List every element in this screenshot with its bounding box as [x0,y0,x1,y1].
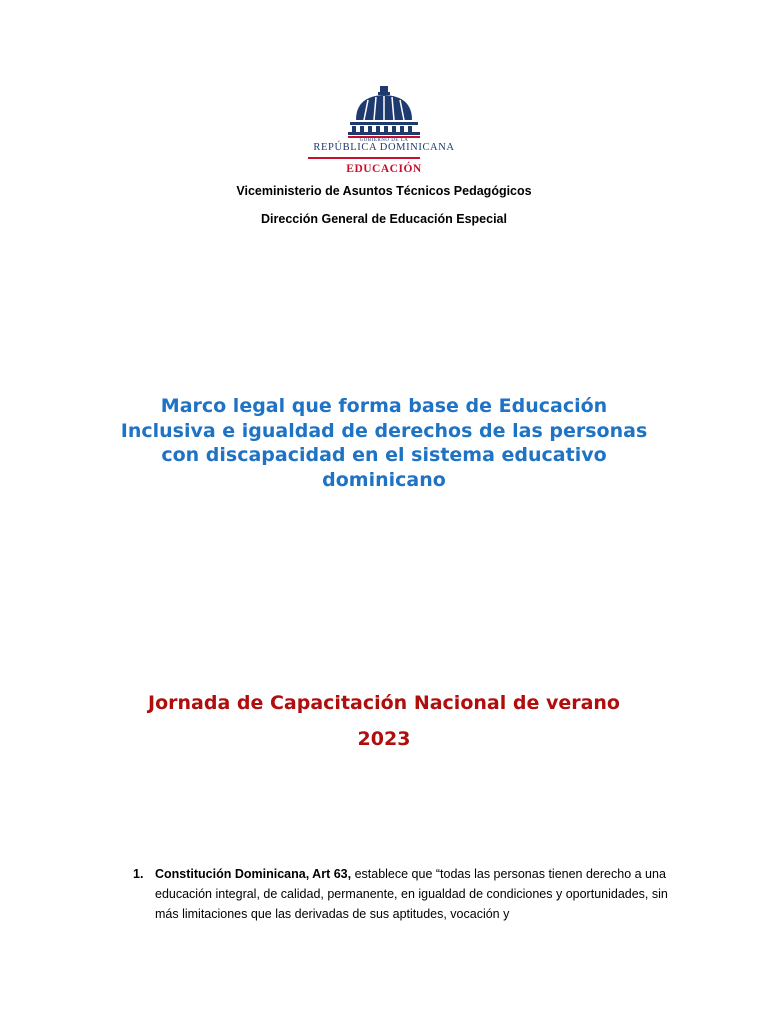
list-item-body: establece que “todas las personas tienen derecho a una educación integral, de calidad, permanente, en igualdad de condiciones y oportunidades, sin más limitaciones que las derivadas de sus aptitudes, vocación y [155,867,668,921]
event-name: Jornada de Capacitación Nacional de verano [148,692,620,714]
dome-icon [300,84,468,140]
logo-ministry-text: EDUCACIÓN [346,163,422,175]
document-title: Marco legal que forma base de Educación Inclusiva e igualdad de derechos de las personas con discapacidad en el sistema educativo dominicano [120,395,648,491]
event-year: 2023 [357,728,411,750]
education-ministry-logo [300,84,468,180]
vice-ministry-heading: Viceministerio de Asuntos Técnicos Pedagógicos [236,184,532,198]
logo-government-text: GOBIERNO DE LA [359,138,409,143]
direction-heading: Dirección General de Educación Especial [261,212,507,226]
list-item-lead: Constitución Dominicana, Art 63, [155,867,352,881]
logo-republic-text: REPÚBLICA DOMINICANA [313,142,455,153]
logo-divider [308,157,420,159]
list-item [133,864,673,924]
list-item-text [155,864,673,924]
list-item-number: 1. [133,867,144,881]
